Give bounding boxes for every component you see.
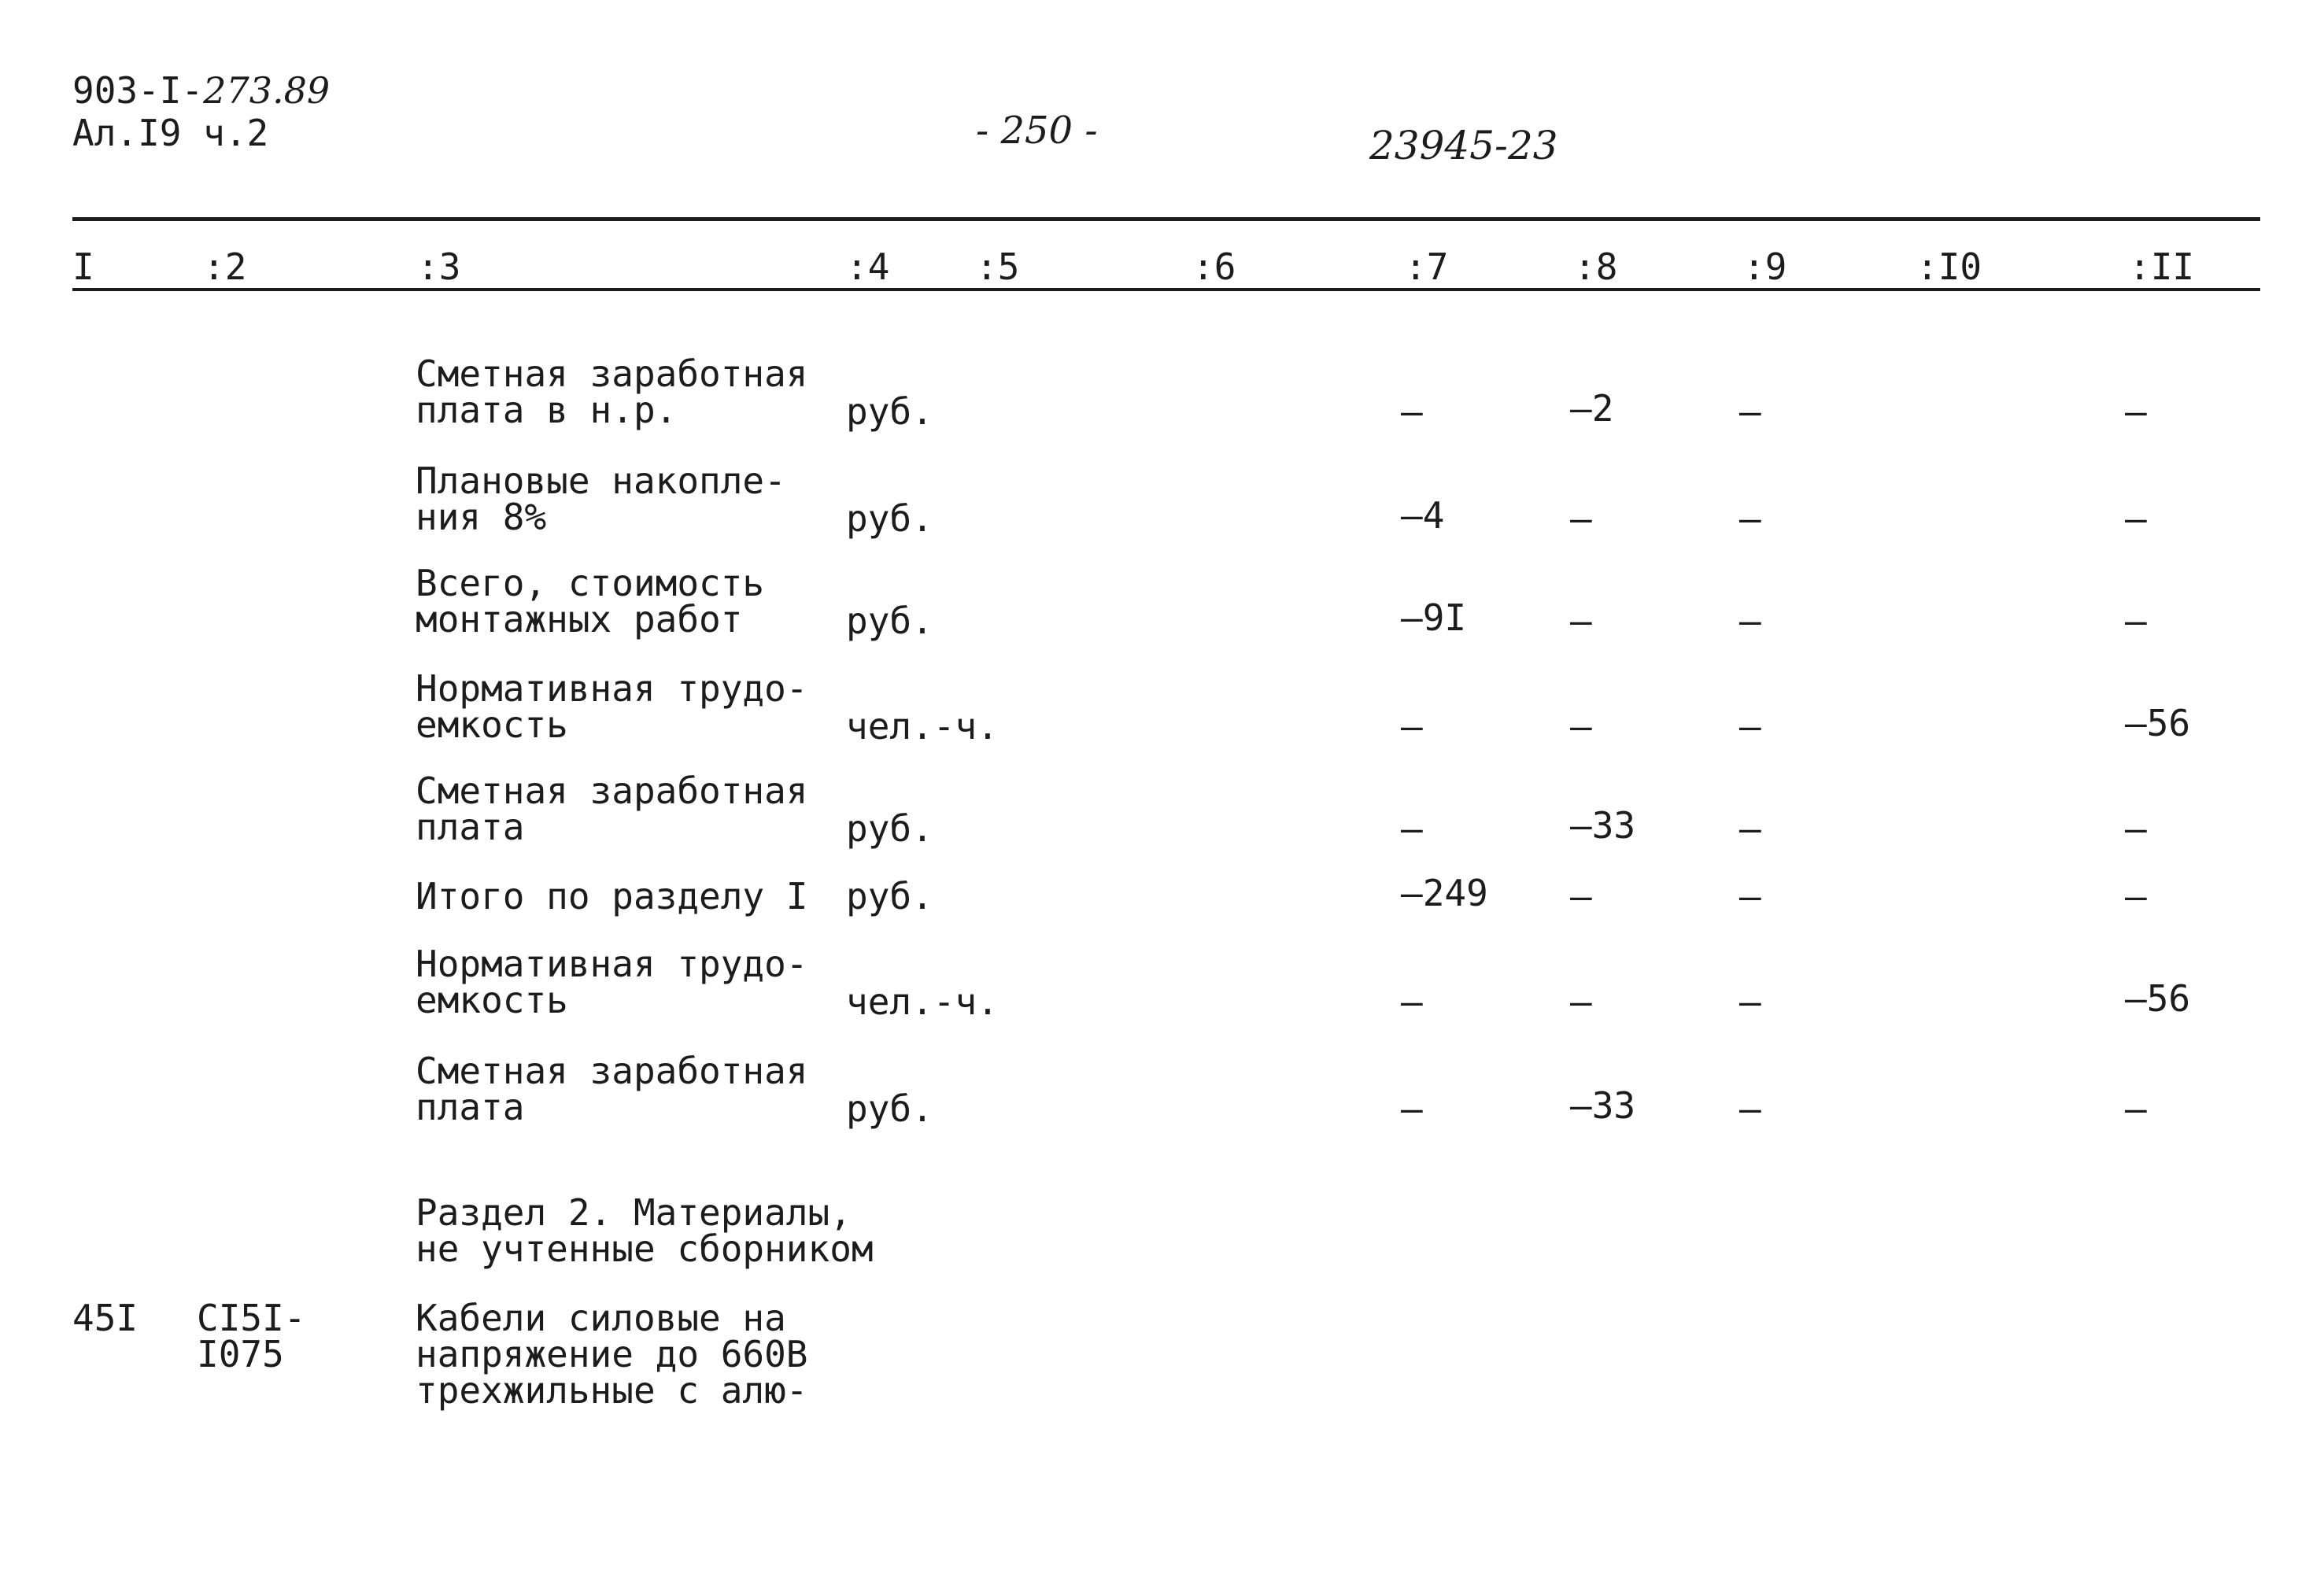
row-col9: – [1739, 497, 1761, 540]
table-row [416, 667, 808, 746]
item-code-line2: I075 [197, 1333, 284, 1375]
row-unit: руб. [846, 390, 933, 433]
item-description [416, 1297, 808, 1412]
item-code-line1: CI5I- [197, 1297, 306, 1339]
doc-number: 23945-23 [1369, 123, 1558, 168]
row-col7: – [1401, 390, 1423, 433]
row-description-line2: ния 8% [416, 496, 547, 538]
row-description-line1: Сметная заработная [416, 770, 808, 812]
row-col9: – [1739, 807, 1761, 850]
row-unit: руб. [846, 875, 933, 917]
row-col8: – [1570, 980, 1592, 1023]
col-header-3: :3 [417, 245, 461, 288]
row-col11: –56 [2125, 702, 2191, 744]
row-description-line1: Нормативная трудо- [416, 667, 808, 710]
table-row [416, 562, 765, 640]
col-header-2: :2 [203, 245, 247, 288]
row-description-line2: монтажных работ [416, 598, 743, 640]
row-col11: –56 [2125, 977, 2191, 1020]
section-title-line1: Раздел 2. Материалы, [416, 1191, 852, 1234]
row-col11: – [2125, 1087, 2147, 1130]
doc-code-printed: 903-I- [72, 69, 204, 112]
doc-code [72, 69, 331, 112]
row-col9: – [1739, 705, 1761, 748]
header-bottom-rule [72, 288, 2260, 291]
row-col7: –249 [1401, 872, 1488, 914]
row-description-line2: плата в н.р. [416, 389, 678, 431]
row-description-line2: плата [416, 806, 525, 848]
col-header-11: :II [2129, 245, 2195, 288]
col-header-4: :4 [846, 245, 890, 288]
row-description-line1: Нормативная трудо- [416, 943, 808, 985]
row-col7: – [1401, 980, 1423, 1023]
row-col7: – [1401, 1087, 1423, 1130]
row-unit: чел.-ч. [846, 705, 999, 748]
row-col8: –33 [1570, 1084, 1636, 1127]
row-col9: – [1739, 875, 1761, 917]
row-col8: – [1570, 705, 1592, 748]
row-col7: –9I [1401, 596, 1467, 639]
table-row [416, 353, 808, 431]
item-description-line1: Кабели силовые на [416, 1297, 786, 1339]
row-col7: – [1401, 705, 1423, 748]
row-col8: – [1570, 600, 1592, 642]
row-col8: – [1570, 497, 1592, 540]
col-header-7: :7 [1405, 245, 1449, 288]
table-row [416, 943, 808, 1021]
row-description-line2: емкость [416, 703, 568, 746]
row-col8: –2 [1570, 387, 1614, 430]
row-col11: – [2125, 497, 2147, 540]
row-col9: – [1739, 980, 1761, 1023]
row-description-line2: плата [416, 1086, 525, 1128]
doc-code-handwritten: 273.89 [203, 69, 331, 112]
col-header-8: :8 [1574, 245, 1618, 288]
album-label: Ал.I9 ч.2 [72, 112, 269, 154]
item-description-line2: напряжение до 660В [416, 1333, 808, 1375]
row-description-line1: Всего, стоимость [416, 562, 765, 604]
row-col11: – [2125, 600, 2147, 642]
item-description-line3: трехжильные с алю- [416, 1369, 808, 1412]
row-col7: – [1401, 807, 1423, 850]
row-col9: – [1739, 600, 1761, 642]
table-row-total: Итого по разделу I [416, 875, 808, 917]
table-row [416, 770, 808, 848]
item-number: 45I [72, 1297, 139, 1339]
row-col11: – [2125, 807, 2147, 850]
row-col7: –4 [1401, 494, 1445, 537]
row-description-line1: Сметная заработная [416, 1050, 808, 1092]
section-title [416, 1191, 874, 1270]
col-header-10: :I0 [1916, 245, 1982, 288]
row-description-line2: емкость [416, 979, 568, 1021]
row-col11: – [2125, 390, 2147, 433]
row-unit: руб. [846, 807, 933, 850]
row-description-line1: Плановые накопле- [416, 460, 786, 502]
table-row [416, 460, 786, 538]
section-title-line2: не учтенные сборником [416, 1227, 874, 1270]
row-col9: – [1739, 1087, 1761, 1130]
col-header-9: :9 [1743, 245, 1787, 288]
row-col8: –33 [1570, 804, 1636, 847]
row-col11: – [2125, 875, 2147, 917]
col-header-6: :6 [1192, 245, 1236, 288]
row-unit: руб. [846, 600, 933, 642]
row-unit: руб. [846, 497, 933, 540]
page-number: - 250 - [976, 109, 1098, 153]
col-header-1: I [72, 245, 94, 288]
row-unit: чел.-ч. [846, 980, 999, 1023]
header-top-rule [72, 217, 2260, 221]
row-unit: руб. [846, 1087, 933, 1130]
item-code [197, 1297, 306, 1375]
row-col9: – [1739, 390, 1761, 433]
col-header-5: :5 [976, 245, 1020, 288]
row-description-line1: Сметная заработная [416, 353, 808, 395]
row-col8: – [1570, 875, 1592, 917]
table-row [416, 1050, 808, 1128]
